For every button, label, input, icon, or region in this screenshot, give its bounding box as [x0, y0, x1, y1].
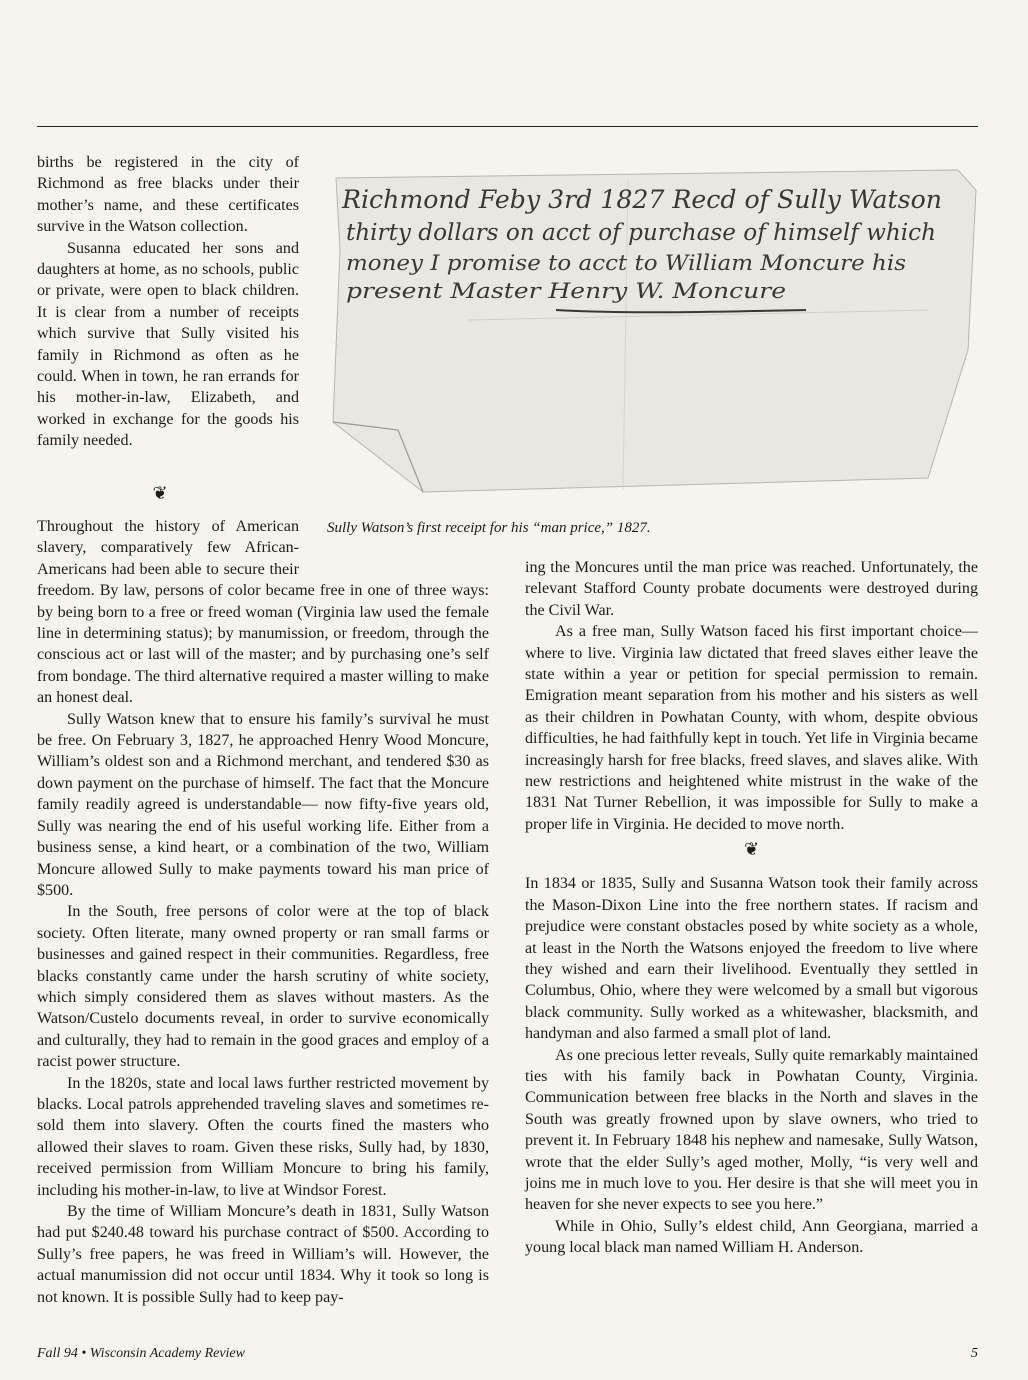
receipt-image	[328, 160, 978, 500]
paragraph: As one precious letter reveals, Sully quite remarkably maintained ties with his family back in Powhatan County, Virginia. Communication between free blacks in the North and slaves in the South was greatly frowned upon by slave owners, who tried to prevent it. In February 1848 his nephew and namesake, Sully Watson, wrote that the elder Sully’s aged mother, Molly, “is very well and joins me in much love to you. Her desire is that she will meet you in heaven for she never expects to see you here.”	[525, 1046, 978, 1214]
paragraph: Susanna educated her sons and daughters at home, as no schools, public or private, were open to black children. It is clear from a number of receipts which survive that Sully visited his family in Richmond as often as he could. When in town, he ran errands for his mother-in-law, Elizabeth, and worked in exchange for the goods his family needed.	[37, 239, 299, 450]
paragraph: In the 1820s, state and local laws further restricted movement by blacks. Local patrols apprehended traveling slaves and sometimes re-sold them into slavery. Often the courts fined the masters who allowed their slaves to roam. Given these risks, Sully had, by 1830, received permission from William Moncure to bring his family, including his mother-in-law, to live at Windsor Forest.	[37, 1074, 489, 1199]
receipt-figure	[328, 160, 978, 500]
paragraph: Sully Watson knew that to ensure his family’s survival he must be free. On February 3, 1827, he approached Henry Wood Moncure, William’s oldest son and a Richmond merchant, and tendered $30 as down payment on the purchase of himself. The fact that the Moncure family readily agreed is understandable— now fifty-five years old, Sully was nearing the end of his useful working life. Either from a business sense, a kind heart, or a combination of the two, William Moncure allowed Sully to make payments toward his man price of $500.	[37, 710, 489, 899]
handwriting-line: thirty dollars on acct of purchase of himself which	[346, 220, 936, 246]
left-column-top	[37, 152, 299, 452]
handwriting-line: present Master Henry W. Moncure	[346, 279, 786, 303]
paragraph: In 1834 or 1835, Sully and Susanna Watson took their family across the Mason-Dixon Line into the free northern states. If racism and prejudice were constant obstacles posed by white society as a whole, at least in the North the Watsons enjoyed the freedom to live where they wished and earn their livelihood. Eventually they settled in Columbus, Ohio, where they were welcomed by a small but vigorous black community. Sully worked as a whitewasher, blacksmith, and handyman and also farmed a small plot of land.	[525, 875, 978, 1043]
header-rule	[37, 126, 978, 127]
right-column	[525, 557, 978, 1259]
paragraph: ing the Moncures until the man price was reached. Unfortunately, the relevant Stafford County probate documents were destroyed during the Civil War.	[525, 559, 978, 619]
fleuron-ornament: ❦	[743, 839, 760, 861]
paragraph-text: Throughout the history of American slavery, comparatively few African-Americans had been able to secure their freedom. By law, persons of color became free in one of three ways: by being born to a free or freed woman (Virginia law used the female line in determining status); by manumission, or freedom, through the conscious act or last will of the master; and by purchasing one’s self from bondage. The third alternative required a master willing to make an honest deal.	[37, 518, 489, 707]
page-number: 5	[971, 1346, 978, 1361]
paragraph	[37, 516, 489, 709]
fleuron-ornament: ❦	[152, 483, 168, 504]
paragraph: As a free man, Sully Watson faced his first important choice— where to live. Virginia law dictated that freed slaves either leave the state within a year or petition for special permission to remain. Emigration meant separation from his mother and his sisters as well as their children in Powhatan County, with whom, despite obvious difficulties, he had faithfully kept in touch. Yet life in Virginia became increasingly harsh for free blacks, freed slaves, and slaves alike. With new restrictions and heightened white mistrust in the wake of the 1831 Nat Turner Rebellion, it was impossible for Sully to make a proper life in Virginia. He decided to move north.	[525, 623, 978, 833]
paragraph: In the South, free persons of color were at the top of black society. Often literate, many owned property or ran small farms or businesses and gained respect in their communities. Regardless, free blacks constantly came under the harsh scrutiny of white society, which simply considered them as slaves without masters. As the Watson/Custelo documents reveal, in order to survive economically and culturally, they had to remain in the good graces and employ of a racist power structure.	[37, 903, 489, 1071]
figure-caption: Sully Watson’s first receipt for his “man price,” 1827.	[327, 520, 651, 536]
paragraph: births be registered in the city of Richmond as free blacks under their mother’s name, and these certificates survive in the Watson collection.	[37, 154, 299, 236]
handwriting-line: money I promise to acct to William Moncure his	[346, 251, 907, 275]
handwriting-line: Richmond Feby 3rd 1827 Recd of Sully Watson	[340, 185, 942, 214]
paragraph: While in Ohio, Sully’s eldest child, Ann Georgiana, married a young local black man named William H. Anderson.	[525, 1217, 978, 1257]
footer-publication: Fall 94 • Wisconsin Academy Review	[37, 1346, 245, 1361]
left-column-bottom	[37, 516, 489, 1308]
paragraph: By the time of William Moncure’s death in 1831, Sully Watson had put $240.48 toward his purchase contract of $500. According to Sully’s free papers, he was freed in William’s will. However, the actual manumission did not occur until 1834. Why it took so long is not known. It is possible Sully had to keep pay-	[37, 1203, 489, 1306]
